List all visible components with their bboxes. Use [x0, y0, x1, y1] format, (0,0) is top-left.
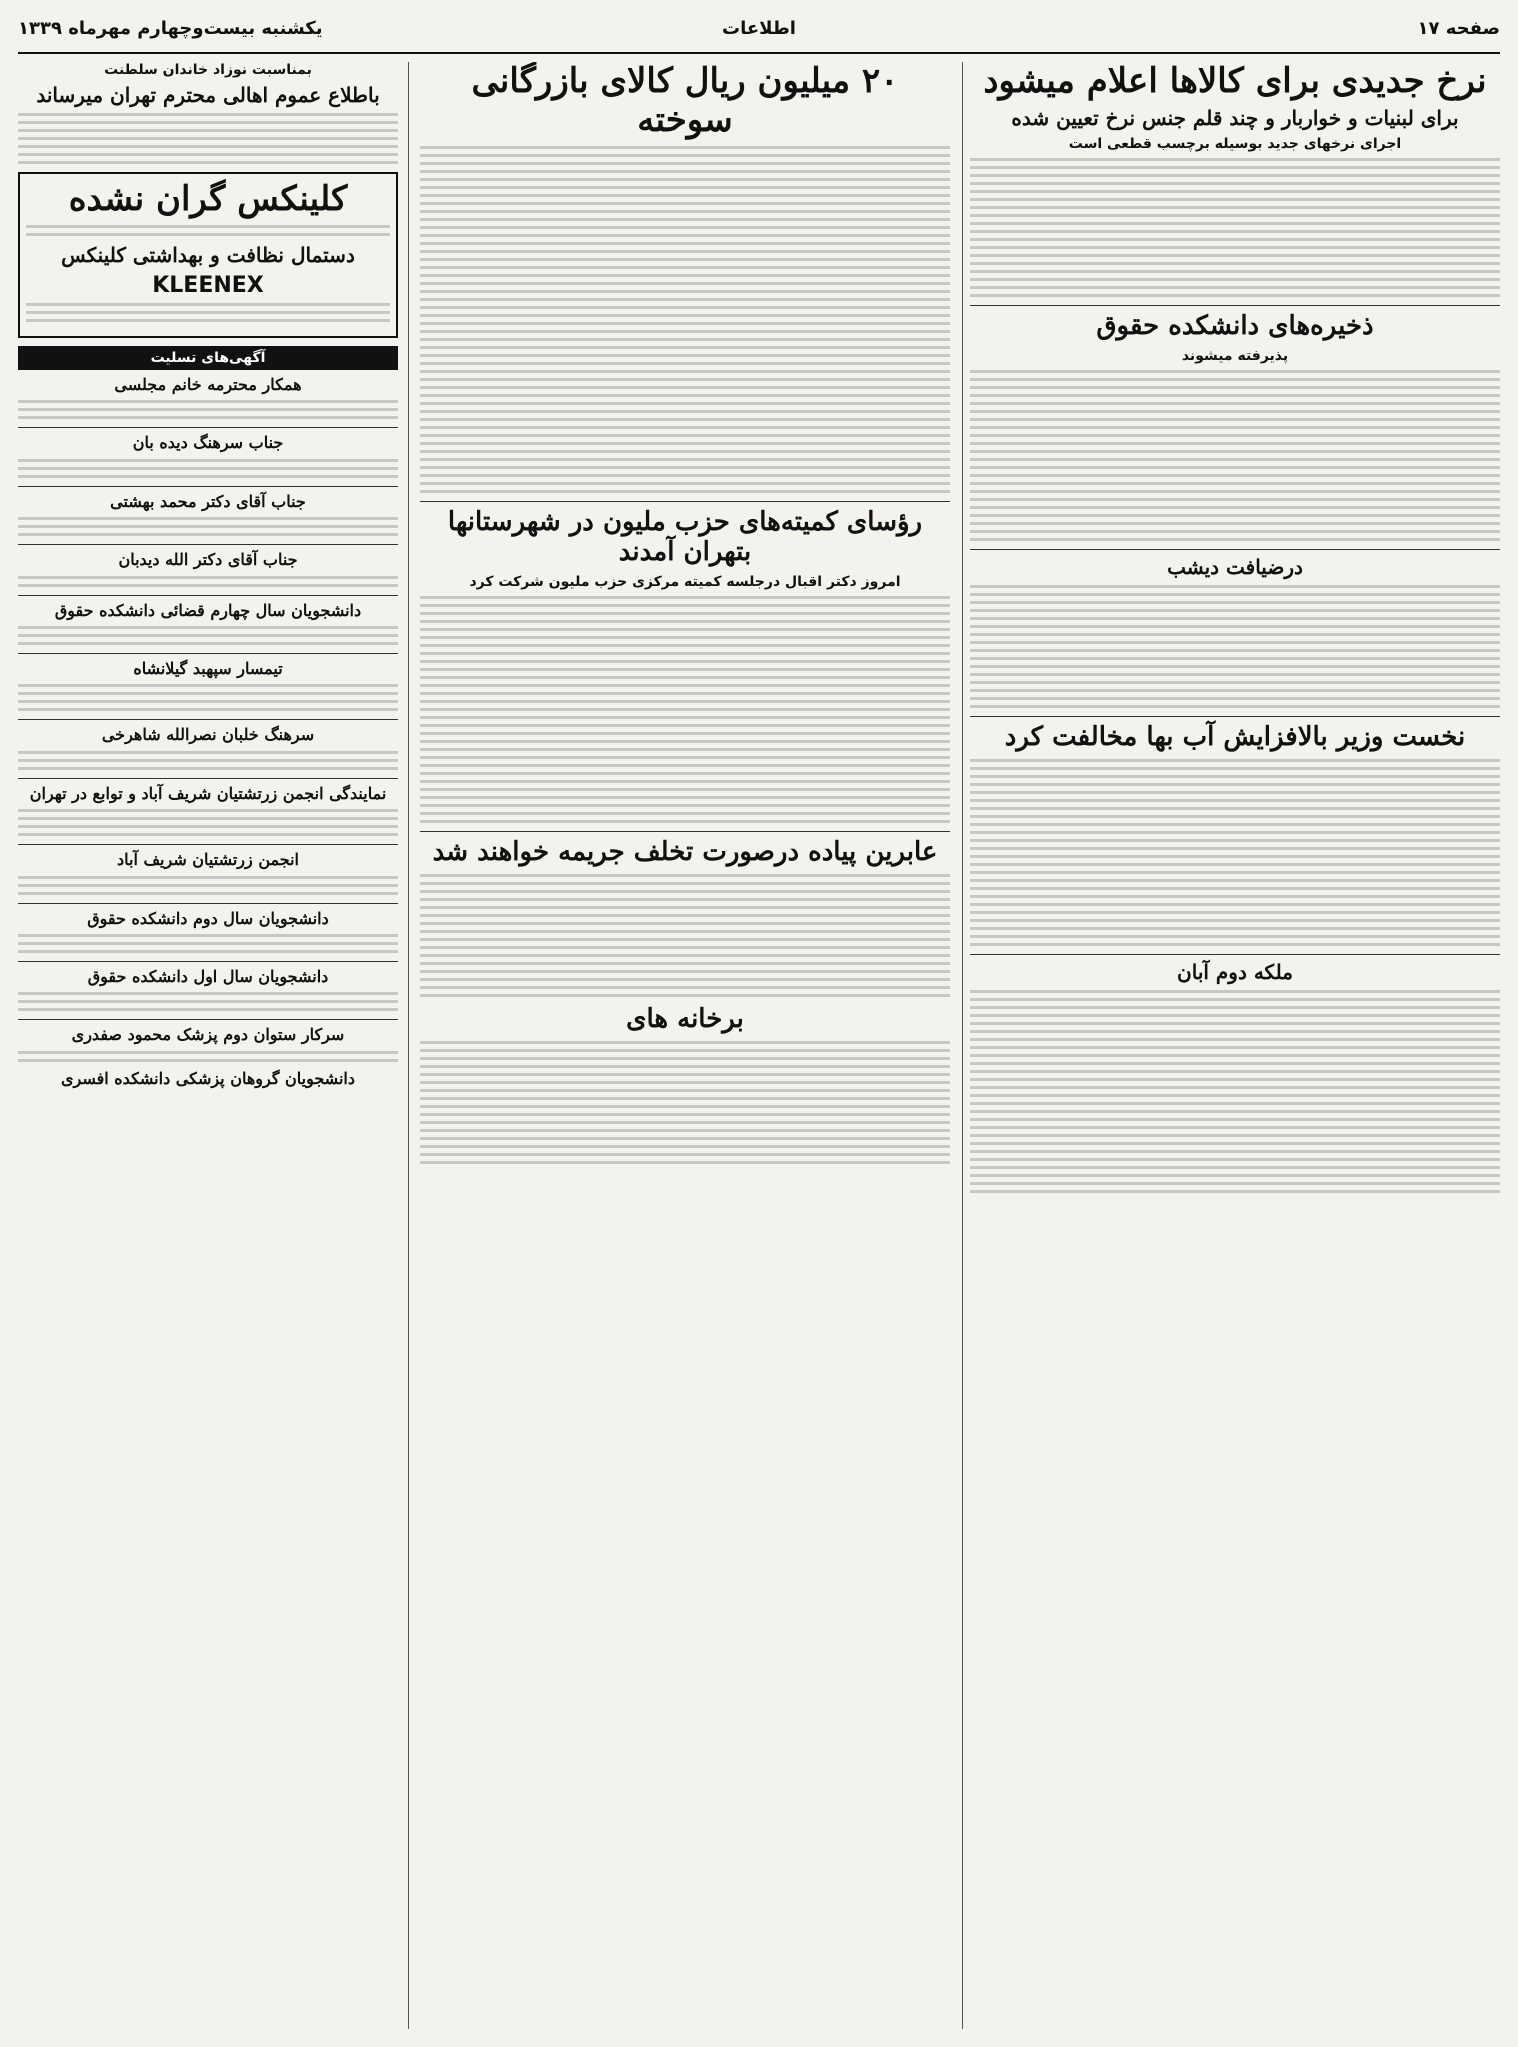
notice-title: سرکار ستوان دوم پزشک محمود صفدری: [18, 1019, 398, 1044]
notice-body: [18, 459, 398, 478]
notice-title: انجمن زرتشتیان شریف آباد: [18, 844, 398, 869]
headline-party-committees: رؤسای کمیته‌های حزب ملیون در شهرستانها بتهران آمدند: [420, 501, 950, 568]
notice-body: [18, 684, 398, 711]
notice-body: [18, 517, 398, 536]
header-rule: [18, 52, 1500, 54]
column-divider: [408, 62, 409, 2029]
article-body: [420, 146, 950, 493]
article-body: [420, 1041, 950, 1164]
column-right: [970, 62, 1500, 2029]
article-body: [970, 759, 1500, 946]
notice-body: [18, 400, 398, 419]
article-body: [420, 874, 950, 997]
notice-body: [18, 751, 398, 770]
notice-title: تیمسار سپهبد گیلانشاه: [18, 653, 398, 678]
headline-burned-goods: ۲۰ میلیون ریال کالای بازرگانی سوخته: [471, 62, 899, 141]
notice-title: دانشجویان سال چهارم قضائی دانشکده حقوق: [18, 595, 398, 620]
headline-reception: درضیافت دیشب: [970, 549, 1500, 579]
column-left: [18, 62, 398, 2029]
notice-body: [18, 876, 398, 895]
headline-law-school: ذخیره‌های دانشکده حقوق: [970, 305, 1500, 342]
newspaper-name: اطلاعات: [722, 18, 796, 39]
notice-title: جناب آقای دکتر الله دیدبان: [18, 544, 398, 569]
notice-body: [18, 1051, 398, 1062]
headline-homes: برخانه های: [626, 1003, 744, 1034]
notice-title: سرهنگ خلبان نصرالله شاهرخی: [18, 719, 398, 744]
kleenex-headline: کلینکس گران نشده: [68, 179, 348, 219]
notice-body: [18, 992, 398, 1011]
article-body: [970, 158, 1500, 297]
notice-body: [18, 934, 398, 953]
ad-body: [26, 225, 390, 236]
notice-body: [18, 113, 398, 164]
column-middle: [420, 62, 950, 2029]
kleenex-ad: [18, 172, 398, 338]
headline-tehran-residents: باطلاع عموم اهالی محترم تهران میرساند: [36, 83, 380, 107]
subhead-eghbal: امروز دکتر اقبال درجلسه کمیته مرکزی حزب ملیون شرکت کرد: [469, 573, 901, 590]
article-body: [970, 990, 1500, 1193]
kleenex-brand: KLEENEX: [152, 273, 264, 299]
notice-title: دانشجویان سال دوم دانشکده حقوق: [18, 903, 398, 928]
announce-occasion: بمناسبت نوزاد خاندان سلطنت: [104, 62, 312, 78]
ad-body: [26, 303, 390, 322]
page-header: [18, 18, 1500, 48]
column-divider: [962, 62, 963, 2029]
issue-date: یکشنبه بیست‌وچهارم مهرماه ۱۳۳۹: [18, 18, 323, 39]
condolence-header: آگهی‌های تسلیت: [18, 346, 398, 370]
headline-dairy-prices: برای لبنیات و خواربار و چند قلم جنس نرخ تعیین شده: [1011, 106, 1459, 131]
notice-title: دانشجویان سال اول دانشکده حقوق: [18, 961, 398, 986]
notice-body: [18, 809, 398, 836]
notice-body: [18, 576, 398, 587]
notice-title: جناب آقای دکتر محمد بهشتی: [18, 486, 398, 511]
headline-water-price: نخست وزیر بالافزایش آب بها مخالفت کرد: [970, 716, 1500, 753]
article-body: [970, 370, 1500, 541]
article-body: [970, 585, 1500, 708]
page-number: صفحه ۱۷: [1417, 18, 1500, 39]
subhead-labels: اجرای نرخهای جدید بوسیله برچسب قطعی است: [1068, 136, 1402, 153]
notice-title: دانشجویان گروهان پزشکی دانشکده افسری: [61, 1068, 355, 1088]
notice-title: نمایندگی انجمن زرتشتیان شریف آباد و توابع در تهران: [18, 778, 398, 803]
notice-title: جناب سرهنگ دیده بان: [18, 427, 398, 452]
article-body: [420, 596, 950, 823]
headline-queen: ملکه دوم آبان: [970, 954, 1500, 984]
notice-title: همکار محترمه خانم مجلسی: [114, 375, 302, 395]
headline-pedestrian-fines: عابرین پیاده درصورت تخلف جریمه خواهند شد: [420, 831, 950, 868]
subhead-accepted: پذیرفته میشوند: [1181, 347, 1289, 364]
notice-body: [18, 626, 398, 645]
kleenex-product: دستمال نظافت و بهداشتی کلینکس: [61, 243, 355, 268]
headline-new-prices: نرخ جدیدی برای کالاها اعلام میشود: [983, 62, 1487, 101]
